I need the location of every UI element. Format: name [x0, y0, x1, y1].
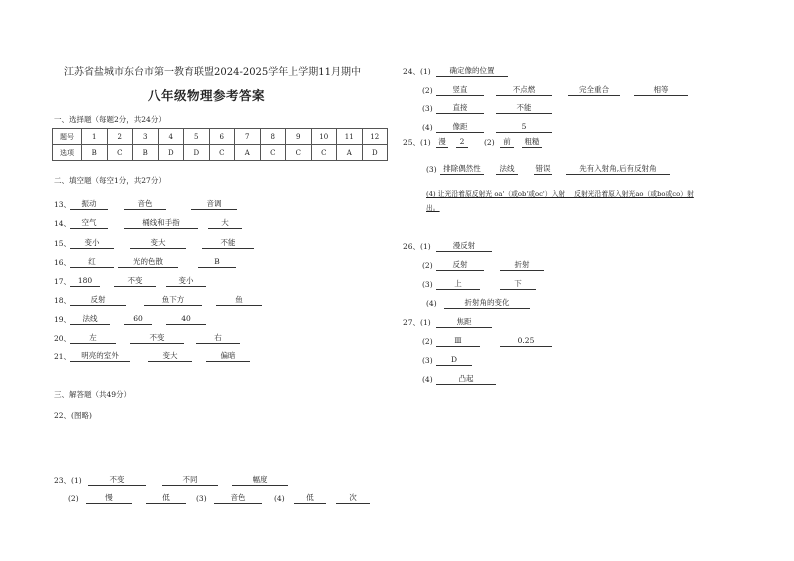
choice-answer-table [52, 128, 388, 161]
answer-blank: 不同 [162, 476, 218, 486]
answer-blank: 排除偶然性 [440, 165, 484, 175]
answer-blank: 不变 [88, 476, 146, 486]
table-cell: 题号 [53, 129, 82, 145]
answer-blank: 凸起 [436, 375, 496, 385]
question-part-label: (3) [422, 280, 433, 289]
answer-blank: 桶线和手指 [124, 219, 198, 229]
table-cell: 选项 [53, 145, 82, 161]
answer-blank: Ⅲ [436, 337, 480, 347]
question-number: 25、(1) [403, 138, 431, 147]
table-cell: C [107, 145, 133, 161]
answer-blank: B [198, 258, 236, 268]
table-cell: 12 [362, 129, 388, 145]
answer-blank: 变小 [70, 239, 114, 249]
question-part-label: (2) [422, 86, 433, 95]
answer-blank: 直接 [436, 104, 484, 114]
answer-blank: 竖直 [436, 86, 484, 96]
answer-blank: 错误 [535, 164, 551, 173]
question-number: 19、 [54, 315, 72, 324]
question-number: 17、 [54, 277, 72, 286]
question-22: 22、(图略) [54, 411, 92, 420]
answer-blank: 空气 [70, 219, 108, 229]
table-cell: 4 [158, 129, 184, 145]
answer-blank: 左 [70, 334, 116, 344]
answer-blank: 5 [496, 123, 552, 133]
answer-blank: 不变 [114, 277, 156, 287]
answer-blank: 鱼下方 [144, 296, 202, 306]
answer-blank: 粗糙 [522, 138, 542, 148]
answer-blank: 折射 [500, 261, 544, 271]
table-cell: A [337, 145, 363, 161]
table-cell: 2 [107, 129, 133, 145]
question-part-label: (2) [68, 494, 79, 503]
question-number: 16、 [54, 258, 72, 267]
section3-heading: 三、解答题（共49分） [54, 390, 132, 399]
answer-blank: 低 [146, 494, 186, 504]
answer-blank: 次 [336, 494, 370, 504]
table-cell: 10 [311, 129, 337, 145]
answer-blank: 60 [124, 315, 152, 325]
q25-part4-line1: (4) 让光沿着原反射光 oa'（或ob'或oc'）入射 反射光沿着原入射光ao（或bo或co）射 [426, 190, 694, 198]
table-cell: 5 [184, 129, 210, 145]
table-cell: A [235, 145, 261, 161]
table-cell: C [260, 145, 286, 161]
answer-blank: 音色 [124, 200, 166, 210]
section1-heading: 一、选择题（每题2分，共24分） [54, 115, 166, 124]
answer-blank: 慢 [86, 494, 132, 504]
question-part-label: (3) [422, 356, 433, 365]
question-part-label: (4) [422, 375, 433, 384]
question-part-label: (3) [422, 104, 433, 113]
question-number: 15、 [54, 239, 72, 248]
question-part-label: (4) [426, 299, 437, 308]
answer-blank: 反射 [70, 296, 126, 306]
answer-blank: 下 [500, 280, 536, 290]
answer-blank: 完全重合 [568, 86, 620, 96]
answer-blank: 偏暗 [206, 352, 250, 362]
question-part-label: (3) [426, 165, 437, 174]
table-cell: C [311, 145, 337, 161]
q25-part4-line2: 出。 [426, 204, 440, 212]
table-cell: 9 [286, 129, 312, 145]
table-cell: 8 [260, 129, 286, 145]
document-title: 江苏省盐城市东台市第一教育联盟2024-2025学年上学期11月期中 [64, 67, 362, 78]
table-cell: 6 [209, 129, 235, 145]
answer-blank: 不点燃 [496, 86, 552, 96]
question-number: 23、(1) [54, 476, 82, 485]
answer-blank: 音调 [191, 200, 237, 210]
table-cell: 1 [82, 129, 108, 145]
table-row [53, 129, 388, 145]
question-part-label: (4) [422, 123, 433, 132]
question-number: 13、 [54, 200, 72, 209]
answer-blank: 0.25 [500, 337, 552, 347]
answer-blank: 前 [500, 138, 514, 148]
answer-blank: 不能 [496, 104, 552, 114]
answer-blank: 确定像的位置 [436, 67, 508, 77]
answer-blank: 2 [456, 138, 468, 148]
answer-blank: 不变 [130, 334, 184, 344]
answer-blank: 低 [294, 494, 326, 504]
answer-blank: 不能 [202, 239, 254, 249]
answer-blank: 折射角的变化 [444, 299, 530, 309]
table-row [53, 145, 388, 161]
answer-blank: 大 [208, 219, 242, 229]
question-number: 24、(1) [403, 67, 431, 76]
answer-blank: 鱼 [216, 296, 262, 306]
answer-blank: 变小 [166, 277, 206, 287]
answer-blank: 光的色散 [118, 258, 178, 268]
answer-blank: 右 [196, 334, 240, 344]
question-number: 18、 [54, 296, 72, 305]
table-cell: C [209, 145, 235, 161]
question-part-label: (3) [196, 494, 207, 503]
answer-blank: 法线 [70, 315, 110, 325]
question-number: 14、 [54, 219, 72, 228]
question-number: 20、 [54, 334, 72, 343]
answer-blank: 幅度 [232, 476, 288, 486]
answer-blank: 180 [70, 277, 100, 287]
question-part-label: (2) [484, 138, 495, 147]
table-cell: D [362, 145, 388, 161]
answer-blank: 相等 [634, 86, 688, 96]
table-cell: B [82, 145, 108, 161]
answer-blank: 焦距 [436, 318, 492, 328]
answer-blank: 先有入射角,后有反射角 [566, 165, 670, 175]
question-part-label: (2) [422, 261, 433, 270]
answer-blank: 红 [70, 258, 114, 268]
question-part-label: (2) [422, 337, 433, 346]
question-number: 27、(1) [403, 318, 431, 327]
question-part-label: (4) [274, 494, 285, 503]
answer-blank: D [436, 356, 472, 366]
answer-blank: 振动 [70, 200, 108, 210]
table-cell: B [133, 145, 159, 161]
table-cell: 7 [235, 129, 261, 145]
table-cell: D [184, 145, 210, 161]
answer-blank: 反射 [436, 261, 484, 271]
table-cell: 11 [337, 129, 363, 145]
answer-blank: 音色 [214, 494, 262, 504]
answer-blank: 上 [436, 280, 480, 290]
answer-blank: 法线 [496, 165, 518, 175]
answer-blank: 变大 [148, 352, 192, 362]
answer-blank: 明亮的室外 [70, 352, 130, 362]
answer-blank: 像距 [436, 123, 484, 133]
answer-blank: 变大 [130, 239, 186, 249]
section2-heading: 二、填空题（每空1分，共27分） [54, 176, 166, 185]
answer-blank: 漫 [436, 138, 448, 148]
question-number: 26、(1) [403, 242, 431, 251]
table-cell: 3 [133, 129, 159, 145]
table-cell: D [158, 145, 184, 161]
answer-blank: 漫反射 [436, 242, 492, 252]
document-subtitle: 八年级物理参考答案 [148, 88, 266, 103]
table-cell: C [286, 145, 312, 161]
question-number: 21、 [54, 352, 72, 361]
answer-blank: 40 [166, 315, 206, 325]
